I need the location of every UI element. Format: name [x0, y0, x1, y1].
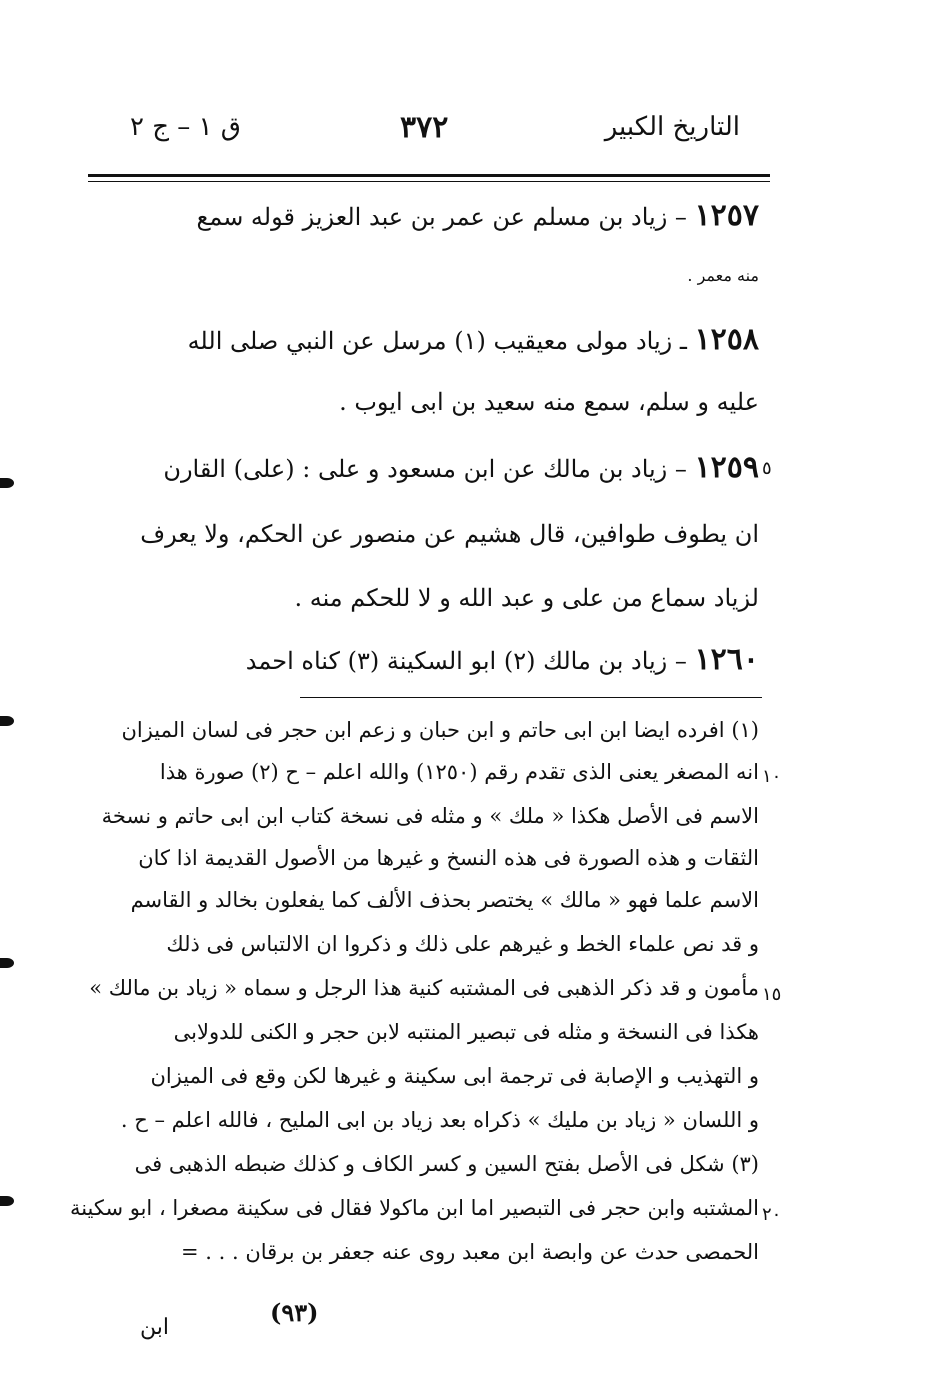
entry-text: ان يطوف طوافين، قال هشيم عن منصور عن الحكم، ولا يعرف [140, 520, 759, 548]
signature-mark: (٩٣) [270, 1298, 319, 1327]
line-marker-10: ١٠ [762, 766, 782, 787]
entry-1259-line-1 [129, 450, 759, 485]
entry-1258-line-1 [129, 322, 759, 357]
entry-1257-line-1 [129, 198, 759, 233]
entry-1259-line-3 [129, 584, 759, 612]
line-marker-5: ٥ [762, 458, 772, 479]
book-title: التاريخ الكبير [604, 112, 740, 142]
footnote-line: مأمون و قد ذكر الذهبى فى المشتبه كنية هذا الرجل و سماه « زياد بن مالك » [89, 976, 759, 1000]
footnote-line: و التهذيب و الإصابة فى ترجمة ابى سكينة و غيرها لكن وقع فى الميزان [150, 1064, 759, 1088]
footnote-separator [300, 697, 762, 698]
margin-mark [0, 478, 14, 488]
catchword: ابن [140, 1315, 169, 1340]
footnote-line: الاسم علما فهو « مالك » يختصر بحذف الألف كما يفعلون بخالد و القاسم [130, 888, 759, 912]
footnote-line: الحمصى حدث عن وابصة ابن معبد روى عنه جعفر بن برقان . . . = [181, 1240, 759, 1264]
entry-text: – زياد بن مسلم عن عمر بن عبد العزيز قوله سمع [196, 203, 687, 231]
entry-1257-line-2 [129, 266, 759, 285]
margin-mark [0, 716, 14, 726]
section-reference: ق ١ – ج ٢ [130, 112, 241, 142]
entry-1260-line-1 [129, 642, 759, 677]
entry-number: ١٢٥٨ [694, 322, 759, 357]
page-header [110, 108, 740, 160]
entry-number: ١٢٥٩ [694, 450, 759, 485]
entry-text: لزياد سماع من على و عبد الله و لا للحكم منه . [294, 584, 759, 612]
footnote-line: و اللسان « زياد بن مليك » ذكراه بعد زياد بن ابى المليح ، فالله اعلم – ح . [120, 1108, 759, 1132]
footnote-line: المشتبه وابن حجر فى التبصير اما ابن ماكولا فقال فى سكينة مصغرا ، ابو سكينة [69, 1196, 759, 1220]
entry-number: ١٢٥٧ [694, 198, 759, 233]
footnote-line: (١) افرده ايضا ابن ابى حاتم و ابن حبان و زعم ابن حجر فى لسان الميزان [121, 718, 759, 742]
footnote-line: الاسم فى الأصل هكذا « ملك » و مثله فى نسخة كتاب ابن ابى حاتم و نسخة [101, 804, 759, 828]
entry-text: عليه و سلم، سمع منه سعيد بن ابى ايوب . [339, 388, 759, 416]
header-rule-thin [88, 181, 770, 182]
footnote-line: الثقات و هذه الصورة فى هذه النسخ و غيرها من الأصول القديمة اذا كان [138, 846, 759, 870]
entry-text: ـ زياد مولى معيقيب (١) مرسل عن النبي صلى الله [187, 327, 687, 355]
line-marker-20: ٢٠ [762, 1204, 782, 1225]
margin-mark [0, 1196, 14, 1206]
footnote-line: انه المصغر يعنى الذى تقدم رقم (١٢٥٠) والله اعلم – ح (٢) صورة هذا [159, 760, 759, 784]
entry-text: منه معمر . [687, 266, 759, 285]
entry-text: – زياد بن مالك (٢) ابو السكينة (٣) كناه احمد [245, 647, 687, 675]
entry-text: – زياد بن مالك عن ابن مسعود و على : (على) القارن [163, 455, 687, 483]
page-number: ٣٧٢ [400, 110, 449, 145]
footnote-line: (٣) شكل فى الأصل بفتح السين و كسر الكاف و كذلك ضبطه الذهبى فى [134, 1152, 759, 1176]
header-rule [88, 174, 770, 177]
entry-1258-line-2 [129, 388, 759, 416]
footnote-line: و قد نص علماء الخط و غيرهم على ذلك و ذكروا ان الالتباس فى ذلك [166, 932, 759, 956]
margin-mark [0, 958, 14, 968]
entry-number: ١٢٦٠ [694, 642, 759, 677]
entry-1259-line-2 [129, 520, 759, 548]
line-marker-15: ١٥ [762, 984, 782, 1005]
footnote-line: هكذا فى النسخة و مثله فى تبصير المنتبه لابن حجر و الكنى للدولابى [173, 1020, 759, 1044]
